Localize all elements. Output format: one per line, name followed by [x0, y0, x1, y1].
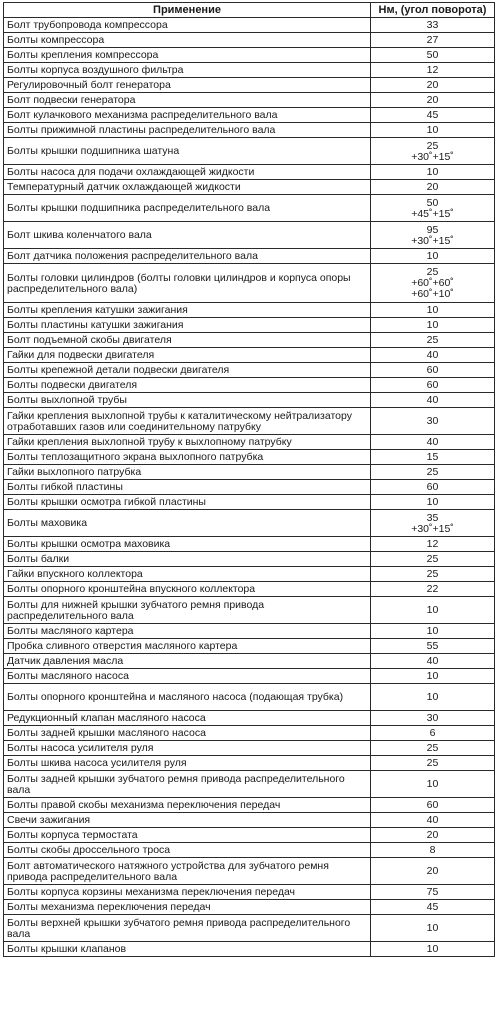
- application-cell: Болты балки: [4, 552, 371, 567]
- application-cell: Болты теплозащитного экрана выхлопного патрубка: [4, 450, 371, 465]
- torque-value: +30˚+15˚: [411, 234, 454, 247]
- torque-value: 10: [426, 922, 439, 934]
- torque-cell: [371, 843, 495, 858]
- torque-value: 10: [426, 625, 439, 637]
- application-cell: Болты крышки осмотра маховика: [4, 537, 371, 552]
- torque-cell: [371, 450, 495, 465]
- application-cell: Болт подъемной скобы двигателя: [4, 333, 371, 348]
- table-row: [4, 348, 495, 363]
- torque-spec-table: [3, 2, 495, 957]
- application-cell: Болт трубопровода компрессора: [4, 18, 371, 33]
- torque-cell: [371, 222, 495, 249]
- torque-cell: [371, 18, 495, 33]
- torque-cell: [371, 33, 495, 48]
- application-cell: Болты корпуса корзины механизма переключения передач: [4, 885, 371, 900]
- torque-cell: [371, 138, 495, 165]
- torque-value: 60: [426, 364, 439, 376]
- torque-cell: [371, 180, 495, 195]
- table-row: [4, 18, 495, 33]
- torque-cell: [371, 915, 495, 942]
- torque-value: 40: [426, 814, 439, 826]
- application-cell: Болты для нижней крышки зубчатого ремня привода распределительного вала: [4, 597, 371, 624]
- application-cell: Болты правой скобы механизма переключения передач: [4, 798, 371, 813]
- torque-value: 60: [426, 379, 439, 391]
- torque-cell: [371, 195, 495, 222]
- application-cell: Болты крышки подшипника распределительного вала: [4, 195, 371, 222]
- application-cell: Болты масляного насоса: [4, 669, 371, 684]
- application-cell: Свечи зажигания: [4, 813, 371, 828]
- table-row: [4, 318, 495, 333]
- table-row: [4, 435, 495, 450]
- torque-cell: [371, 93, 495, 108]
- application-cell: Гайки впускного коллектора: [4, 567, 371, 582]
- table-row: [4, 495, 495, 510]
- torque-value: 10: [426, 166, 439, 178]
- table-row: [4, 123, 495, 138]
- torque-cell: [371, 597, 495, 624]
- torque-cell: [371, 684, 495, 711]
- application-cell: Болты головки цилиндров (болты головки цилиндров и корпуса опоры распределительного вала): [4, 264, 371, 303]
- torque-cell: [371, 858, 495, 885]
- torque-value: 12: [426, 538, 439, 550]
- application-cell: Болт кулачкового механизма распределительного вала: [4, 108, 371, 123]
- torque-value: 55: [426, 640, 439, 652]
- torque-cell: [371, 669, 495, 684]
- torque-value: 15: [426, 451, 439, 463]
- table-row: [4, 726, 495, 741]
- application-cell: Температурный датчик охлаждающей жидкости: [4, 180, 371, 195]
- table-row: [4, 249, 495, 264]
- torque-value: +45˚+15˚: [411, 207, 454, 220]
- table-row: [4, 654, 495, 669]
- table-row: [4, 180, 495, 195]
- application-cell: Болты задней крышки зубчатого ремня привода распределительного вала: [4, 771, 371, 798]
- application-cell: Болты механизма переключения передач: [4, 900, 371, 915]
- torque-spec-table-page: [3, 2, 494, 957]
- torque-cell: [371, 408, 495, 435]
- application-cell: Болты крепления компрессора: [4, 48, 371, 63]
- table-header-row: [4, 3, 495, 18]
- table-row: [4, 465, 495, 480]
- application-cell: Болты скобы дроссельного троса: [4, 843, 371, 858]
- application-cell: Болты верхней крышки зубчатого ремня привода распределительного вала: [4, 915, 371, 942]
- torque-cell: [371, 813, 495, 828]
- torque-value: 95: [426, 223, 439, 236]
- application-cell: Пробка сливного отверстия масляного картера: [4, 639, 371, 654]
- application-cell: Болты прижимной пластины распределительного вала: [4, 123, 371, 138]
- table-body: [4, 18, 495, 957]
- application-cell: Болты крышки подшипника шатуна: [4, 138, 371, 165]
- application-cell: Редукционный клапан масляного насоса: [4, 711, 371, 726]
- application-cell: Болты опорного кронштейна и масляного насоса (подающая трубка): [4, 684, 371, 711]
- torque-cell: [371, 741, 495, 756]
- header-application: Применение: [4, 3, 371, 18]
- torque-cell: [371, 333, 495, 348]
- torque-cell: [371, 654, 495, 669]
- table-row: [4, 582, 495, 597]
- torque-value: 25: [426, 757, 439, 769]
- application-cell: Болты пластины катушки зажигания: [4, 318, 371, 333]
- torque-value: 20: [426, 94, 439, 106]
- table-row: [4, 93, 495, 108]
- torque-cell: [371, 771, 495, 798]
- torque-value: 10: [426, 319, 439, 331]
- torque-value: 12: [426, 64, 439, 76]
- application-cell: Болты насоса для подачи охлаждающей жидкости: [4, 165, 371, 180]
- torque-value: 75: [426, 886, 439, 898]
- application-cell: Болты гибкой пластины: [4, 480, 371, 495]
- application-cell: Болты корпуса термостата: [4, 828, 371, 843]
- application-cell: Болты маховика: [4, 510, 371, 537]
- table-row: [4, 537, 495, 552]
- torque-value: 25: [426, 553, 439, 565]
- application-cell: Болты масляного картера: [4, 624, 371, 639]
- table-row: [4, 195, 495, 222]
- application-cell: Болты крепежной детали подвески двигателя: [4, 363, 371, 378]
- table-row: [4, 363, 495, 378]
- torque-value: 20: [426, 79, 439, 91]
- torque-value: 10: [426, 670, 439, 682]
- torque-value: 40: [426, 394, 439, 406]
- torque-value: 10: [426, 778, 439, 790]
- torque-value: +30˚+15˚: [411, 522, 454, 535]
- table-row: [4, 669, 495, 684]
- table-row: [4, 567, 495, 582]
- torque-value: 10: [426, 496, 439, 508]
- torque-value: 60: [426, 799, 439, 811]
- torque-value: 20: [426, 865, 439, 877]
- application-cell: Болт подвески генератора: [4, 93, 371, 108]
- torque-cell: [371, 756, 495, 771]
- application-cell: Болты корпуса воздушного фильтра: [4, 63, 371, 78]
- table-row: [4, 684, 495, 711]
- table-row: [4, 942, 495, 957]
- table-row: [4, 624, 495, 639]
- application-cell: Гайки для подвески двигателя: [4, 348, 371, 363]
- application-cell: Болты задней крышки масляного насоса: [4, 726, 371, 741]
- torque-value: 10: [426, 604, 439, 616]
- application-cell: Регулировочный болт генератора: [4, 78, 371, 93]
- table-row: [4, 333, 495, 348]
- table-row: [4, 33, 495, 48]
- torque-cell: [371, 123, 495, 138]
- application-cell: Болты компрессора: [4, 33, 371, 48]
- torque-cell: [371, 552, 495, 567]
- torque-value: 10: [426, 250, 439, 262]
- torque-cell: [371, 264, 495, 303]
- table-row: [4, 222, 495, 249]
- torque-value: 25: [426, 334, 439, 346]
- header-torque: Нм, (угол поворота): [371, 3, 495, 18]
- application-cell: Болты подвески двигателя: [4, 378, 371, 393]
- torque-value: 8: [429, 844, 436, 856]
- torque-cell: [371, 363, 495, 378]
- torque-value: 27: [426, 34, 439, 46]
- table-row: [4, 63, 495, 78]
- torque-cell: [371, 798, 495, 813]
- torque-value: 50: [426, 196, 439, 209]
- table-row: [4, 378, 495, 393]
- table-row: [4, 900, 495, 915]
- application-cell: Болты шкива насоса усилителя руля: [4, 756, 371, 771]
- application-cell: Болты выхлопной трубы: [4, 393, 371, 408]
- torque-value: 40: [426, 436, 439, 448]
- torque-value: 25: [426, 466, 439, 478]
- table-row: [4, 108, 495, 123]
- application-cell: Болт шкива коленчатого вала: [4, 222, 371, 249]
- torque-cell: [371, 480, 495, 495]
- torque-cell: [371, 165, 495, 180]
- torque-value: 22: [426, 583, 439, 595]
- table-row: [4, 741, 495, 756]
- torque-cell: [371, 942, 495, 957]
- table-row: [4, 510, 495, 537]
- torque-value: 10: [426, 124, 439, 136]
- table-row: [4, 552, 495, 567]
- table-row: [4, 756, 495, 771]
- application-cell: Болты крышки осмотра гибкой пластины: [4, 495, 371, 510]
- table-row: [4, 639, 495, 654]
- torque-value: 20: [426, 829, 439, 841]
- torque-value: 10: [426, 943, 439, 955]
- torque-value: 50: [426, 49, 439, 61]
- application-cell: Датчик давления масла: [4, 654, 371, 669]
- torque-cell: [371, 900, 495, 915]
- torque-value: 10: [426, 304, 439, 316]
- torque-cell: [371, 108, 495, 123]
- application-cell: Гайки крепления выхлопной трубы к каталитическому нейтрализатору отработавших газов или соединительному патрубку: [4, 408, 371, 435]
- torque-cell: [371, 828, 495, 843]
- table-row: [4, 813, 495, 828]
- torque-cell: [371, 465, 495, 480]
- torque-cell: [371, 711, 495, 726]
- table-row: [4, 858, 495, 885]
- table-row: [4, 303, 495, 318]
- torque-cell: [371, 63, 495, 78]
- table-row: [4, 138, 495, 165]
- application-cell: Болт автоматического натяжного устройства для зубчатого ремня привода распределительного вала: [4, 858, 371, 885]
- torque-cell: [371, 318, 495, 333]
- torque-value: +30˚+15˚: [411, 150, 454, 163]
- table-row: [4, 78, 495, 93]
- torque-cell: [371, 48, 495, 63]
- table-row: [4, 264, 495, 303]
- torque-cell: [371, 537, 495, 552]
- table-row: [4, 843, 495, 858]
- torque-cell: [371, 582, 495, 597]
- table-row: [4, 915, 495, 942]
- torque-value: 30: [426, 415, 439, 427]
- torque-cell: [371, 378, 495, 393]
- torque-value: 40: [426, 349, 439, 361]
- table-row: [4, 408, 495, 435]
- torque-value: 45: [426, 901, 439, 913]
- torque-cell: [371, 510, 495, 537]
- torque-value: 60: [426, 481, 439, 493]
- torque-value: 35: [426, 511, 439, 524]
- table-row: [4, 393, 495, 408]
- application-cell: Болты крепления катушки зажигания: [4, 303, 371, 318]
- torque-cell: [371, 885, 495, 900]
- application-cell: Болты крышки клапанов: [4, 942, 371, 957]
- torque-cell: [371, 495, 495, 510]
- torque-value: 40: [426, 655, 439, 667]
- table-row: [4, 798, 495, 813]
- torque-cell: [371, 624, 495, 639]
- table-row: [4, 48, 495, 63]
- torque-cell: [371, 348, 495, 363]
- torque-cell: [371, 726, 495, 741]
- torque-value: 6: [429, 727, 436, 739]
- torque-value: 45: [426, 109, 439, 121]
- torque-value: 33: [426, 19, 439, 31]
- table-row: [4, 771, 495, 798]
- application-cell: Болты насоса усилителя руля: [4, 741, 371, 756]
- torque-value: 20: [426, 181, 439, 193]
- torque-cell: [371, 639, 495, 654]
- torque-value: +60˚+10˚: [411, 288, 454, 300]
- torque-cell: [371, 249, 495, 264]
- torque-value: 25: [426, 568, 439, 580]
- torque-cell: [371, 567, 495, 582]
- table-row: [4, 165, 495, 180]
- table-row: [4, 450, 495, 465]
- torque-value: 10: [426, 691, 439, 703]
- torque-cell: [371, 78, 495, 93]
- torque-value: 25: [426, 742, 439, 754]
- application-cell: Гайки выхлопного патрубка: [4, 465, 371, 480]
- table-row: [4, 711, 495, 726]
- application-cell: Болты опорного кронштейна впускного коллектора: [4, 582, 371, 597]
- torque-cell: [371, 393, 495, 408]
- torque-cell: [371, 435, 495, 450]
- torque-value: 25: [426, 139, 439, 152]
- table-row: [4, 828, 495, 843]
- application-cell: Гайки крепления выхлопной трубу к выхлопному патрубку: [4, 435, 371, 450]
- torque-value: +60˚+60˚: [411, 277, 454, 289]
- application-cell: Болт датчика положения распределительного вала: [4, 249, 371, 264]
- table-row: [4, 885, 495, 900]
- table-row: [4, 480, 495, 495]
- torque-value: 25: [426, 266, 439, 278]
- table-row: [4, 597, 495, 624]
- torque-cell: [371, 303, 495, 318]
- torque-value: 30: [426, 712, 439, 724]
